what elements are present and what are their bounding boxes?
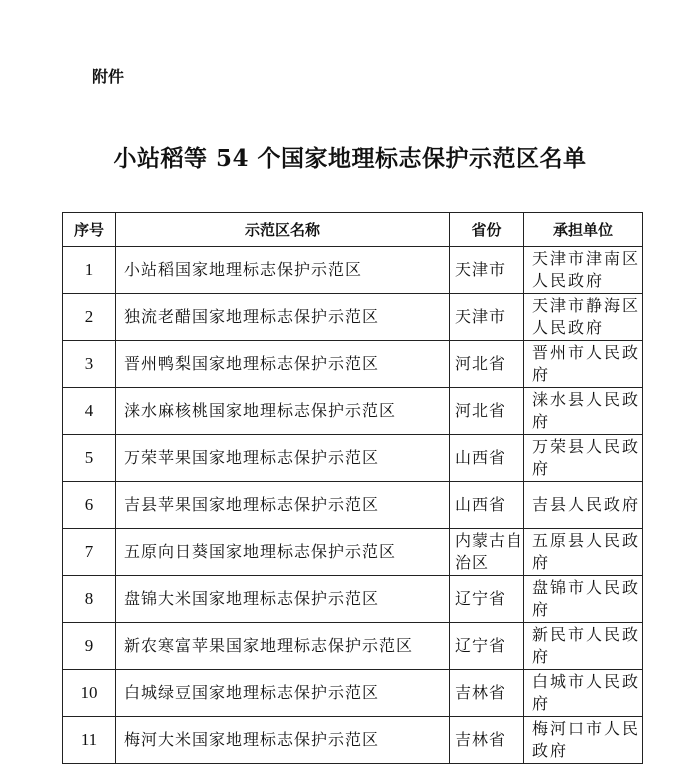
table-row xyxy=(63,341,643,388)
row-province: 山西省 xyxy=(450,435,524,482)
row-unit: 天津市津南区人民政府 xyxy=(524,247,643,294)
row-zone-name: 梅河大米国家地理标志保护示范区 xyxy=(116,717,450,764)
row-province: 山西省 xyxy=(450,482,524,529)
row-unit: 吉县人民政府 xyxy=(524,482,643,529)
row-unit: 五原县人民政府 xyxy=(524,529,643,576)
row-province: 天津市 xyxy=(450,247,524,294)
header-unit: 承担单位 xyxy=(524,213,643,247)
row-zone-name: 涞水麻核桃国家地理标志保护示范区 xyxy=(116,388,450,435)
table-row xyxy=(63,717,643,764)
table-row xyxy=(63,529,643,576)
header-index: 序号 xyxy=(63,213,116,247)
table-row xyxy=(63,388,643,435)
row-index: 5 xyxy=(63,435,116,482)
row-unit: 盘锦市人民政府 xyxy=(524,576,643,623)
row-unit: 晋州市人民政府 xyxy=(524,341,643,388)
row-index: 10 xyxy=(63,670,116,717)
attachment-label: 附件 xyxy=(92,67,125,86)
row-province: 辽宁省 xyxy=(450,623,524,670)
row-index: 1 xyxy=(63,247,116,294)
table-row xyxy=(63,435,643,482)
row-index: 4 xyxy=(63,388,116,435)
row-zone-name: 吉县苹果国家地理标志保护示范区 xyxy=(116,482,450,529)
row-unit: 白城市人民政府 xyxy=(524,670,643,717)
row-province: 河北省 xyxy=(450,388,524,435)
row-unit: 万荣县人民政府 xyxy=(524,435,643,482)
table-row xyxy=(63,623,643,670)
row-zone-name: 白城绿豆国家地理标志保护示范区 xyxy=(116,670,450,717)
demonstration-zone-table xyxy=(62,212,643,764)
table-row xyxy=(63,482,643,529)
header-province: 省份 xyxy=(450,213,524,247)
row-index: 8 xyxy=(63,576,116,623)
row-index: 3 xyxy=(63,341,116,388)
row-unit: 天津市静海区人民政府 xyxy=(524,294,643,341)
row-zone-name: 小站稻国家地理标志保护示范区 xyxy=(116,247,450,294)
row-province: 辽宁省 xyxy=(450,576,524,623)
row-zone-name: 万荣苹果国家地理标志保护示范区 xyxy=(116,435,450,482)
header-name: 示范区名称 xyxy=(116,213,450,247)
document-title: 小站稻等 54 个国家地理标志保护示范区名单 xyxy=(113,145,587,172)
row-province: 吉林省 xyxy=(450,717,524,764)
row-index: 9 xyxy=(63,623,116,670)
row-zone-name: 盘锦大米国家地理标志保护示范区 xyxy=(116,576,450,623)
table-header-row xyxy=(63,213,643,247)
row-province: 天津市 xyxy=(450,294,524,341)
row-province: 河北省 xyxy=(450,341,524,388)
row-zone-name: 晋州鸭梨国家地理标志保护示范区 xyxy=(116,341,450,388)
row-unit: 新民市人民政府 xyxy=(524,623,643,670)
row-unit: 涞水县人民政府 xyxy=(524,388,643,435)
row-index: 11 xyxy=(63,717,116,764)
row-zone-name: 新农寒富苹果国家地理标志保护示范区 xyxy=(116,623,450,670)
row-zone-name: 独流老醋国家地理标志保护示范区 xyxy=(116,294,450,341)
row-index: 6 xyxy=(63,482,116,529)
table-row xyxy=(63,247,643,294)
row-index: 2 xyxy=(63,294,116,341)
table-row xyxy=(63,670,643,717)
table-row xyxy=(63,294,643,341)
row-province: 吉林省 xyxy=(450,670,524,717)
row-unit: 梅河口市人民政府 xyxy=(524,717,643,764)
row-zone-name: 五原向日葵国家地理标志保护示范区 xyxy=(116,529,450,576)
table-row xyxy=(63,576,643,623)
row-index: 7 xyxy=(63,529,116,576)
row-province: 内蒙古自治区 xyxy=(450,529,524,576)
